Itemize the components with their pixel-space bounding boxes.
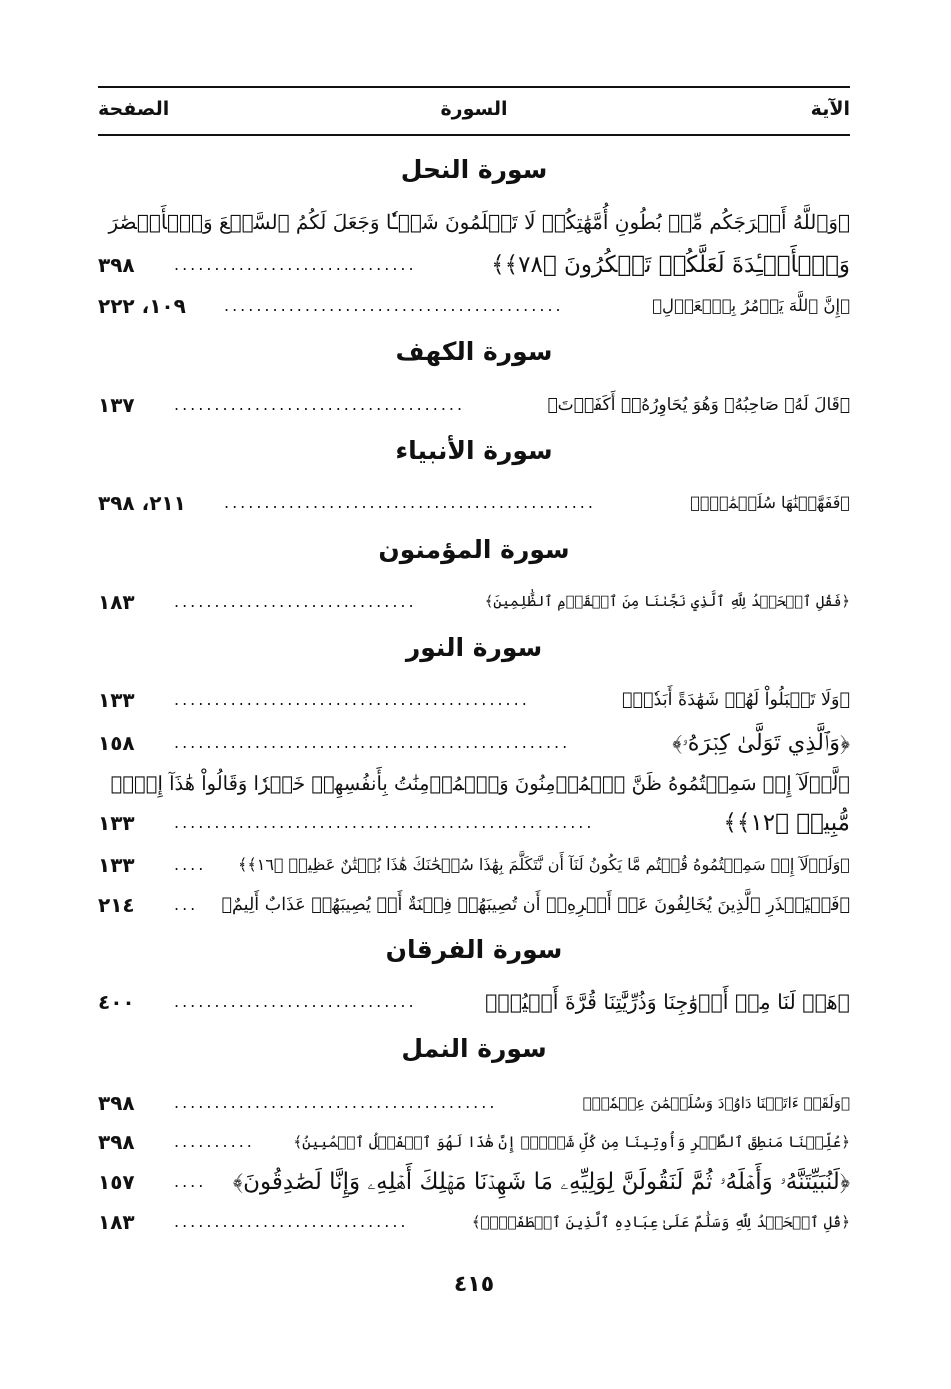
- surah-title: سورة النور: [405, 633, 543, 662]
- surah-title: سورة المؤمنون: [378, 535, 570, 564]
- leader-dots: ..........: [174, 1132, 255, 1151]
- verse-text: ﴿وَلَقَدۡ ءَاتَيۡنَا دَاوُۥدَ وَسُلَيۡمَٰنَ عِلۡمٗاۖ﴾: [582, 1094, 850, 1112]
- leader-dots: ....................................................: [174, 813, 595, 832]
- leader-dots: ....................................: [174, 395, 466, 414]
- verse-entry: [98, 985, 850, 1019]
- verse-entry: [98, 683, 850, 717]
- surah-title: سورة الأنبياء: [395, 436, 553, 465]
- header-surah: السورة: [440, 98, 508, 120]
- page-number: ٤١٥: [453, 1272, 495, 1297]
- page-ref: ١٨٣: [98, 1210, 135, 1234]
- verse-entry-continued: [98, 806, 850, 840]
- leader-dots: ..............................: [174, 255, 417, 274]
- page-ref: ١٣٣: [98, 853, 135, 877]
- leader-dots: ...: [174, 895, 199, 914]
- verse-entry: [98, 767, 850, 801]
- verse-text: ﴿فَلۡيَحۡذَرِ ٱلَّذِينَ يُخَالِفُونَ عَنۡ أَمۡرِهِۦٓ أَن تُصِيبَهُمۡ فِتۡنَةٌ أَوۡ يُصِيبَهُمۡ عَذَابٌ أَلِيمٌ﴾: [221, 895, 850, 915]
- verse-text: ﴿هَبۡ لَنَا مِنۡ أَزۡوَٰجِنَا وَذُرِّيَّٰتِنَا قُرَّةَ أَعۡيُنٖ﴾: [485, 990, 850, 1014]
- verse-text: ﴿وَلَا تَقۡبَلُواْ لَهُمۡ شَهَٰدَةً أَبَدٗاۚ﴾: [622, 690, 850, 710]
- verse-text: مُّبِينٞ ﴿١٢﴾﴾: [723, 810, 850, 836]
- verse-text: ﴿وَٱلَّذِي تَوَلَّىٰ كِبۡرَهُۥ﴾: [672, 730, 850, 756]
- surah-title: سورة الكهف: [395, 337, 553, 366]
- verse-text: ﴿فَفَهَّمۡنَٰهَا سُلَيۡمَٰنَۚ﴾: [690, 493, 850, 512]
- leader-dots: .............................: [174, 1212, 409, 1231]
- verse-entry: [98, 888, 850, 922]
- table-header: [98, 86, 850, 136]
- index-page: [98, 0, 850, 1389]
- page-ref: ١٣٣: [98, 688, 135, 712]
- verse-entry: [98, 585, 850, 619]
- page-ref: ١٥٧: [98, 1170, 135, 1194]
- leader-dots: ............................................: [174, 690, 530, 709]
- leader-dots: .................................................: [174, 733, 571, 752]
- verse-entry: [98, 388, 850, 422]
- leader-dots: ..............................................: [224, 493, 596, 512]
- leader-dots: ....: [174, 1172, 207, 1191]
- verse-text: ﴿عُلِّمۡنَا مَنطِقَ ٱلطَّيۡرِ وَأُوتِينَا مِن كُلِّ شَيۡءٍۖ إِنَّ هَٰذَا لَهُوَ ٱلۡفَضۡلُ ٱلۡمُبِينُ﴾: [293, 1133, 850, 1151]
- page-ref: ١٥٨: [98, 731, 135, 755]
- verse-entry: [98, 1125, 850, 1159]
- verse-entry: [98, 205, 850, 239]
- page-ref: ٤٠٠: [98, 990, 135, 1014]
- leader-dots: ..............................: [174, 992, 417, 1011]
- verse-text: ﴿قَالَ لَهُۥ صَاحِبُهُۥ وَهُوَ يُحَاوِرُهُۥٓ أَكَفَرۡتَ﴾: [547, 395, 850, 415]
- verse-entry: [98, 726, 850, 760]
- header-ayah: الآية: [810, 98, 850, 120]
- verse-text: ﴿قُلِ ٱلۡحَمۡدُ لِلَّهِ وَسَلَٰمٌ عَلَىٰ عِبَادِهِ ٱلَّذِينَ ٱصۡطَفَىٰٓۗ﴾: [471, 1213, 850, 1231]
- leader-dots: ....: [174, 855, 207, 874]
- verse-entry: [98, 1086, 850, 1120]
- page-ref: ٣٩٨: [98, 253, 135, 277]
- verse-entry: [98, 289, 850, 323]
- leader-dots: ........................................: [174, 1093, 498, 1112]
- verse-entry: [98, 486, 850, 520]
- surah-title: سورة النحل: [400, 155, 548, 184]
- verse-text: ﴿فَقُلِ ٱلۡحَمۡدُ لِلَّهِ ٱلَّذِي نَجَّىٰنَا مِنَ ٱلۡقَوۡمِ ٱلظَّٰلِمِينَ﴾: [484, 594, 850, 610]
- page-ref: ٢١٤: [98, 893, 135, 917]
- verse-entry: [98, 1165, 850, 1199]
- page-ref: ١٣٧: [98, 393, 135, 417]
- verse-text: ﴿إِنَّ ٱللَّهَ يَأۡمُرُ بِٱلۡعَدۡلِ﴾: [652, 296, 850, 315]
- verse-text: ﴿لَّوۡلَآ إِذۡ سَمِعۡتُمُوهُ ظَنَّ ٱلۡمُؤۡمِنُونَ وَٱلۡمُؤۡمِنَٰتُ بِأَنفُسِهِمۡ خَيۡرٗا وَقَالُواْ هَٰذَآ إِفۡكٞ: [110, 772, 850, 795]
- leader-dots: ..............................: [174, 592, 417, 611]
- header-bottom-rule: [98, 134, 850, 136]
- header-top-rule: [98, 86, 850, 88]
- verse-entry: [98, 848, 850, 882]
- page-ref: ٣٩٨: [98, 1091, 135, 1115]
- page-ref: ١٣٣: [98, 811, 135, 835]
- page-ref: ١٨٣: [98, 590, 135, 614]
- page-ref: ٣٩٨: [98, 1130, 135, 1154]
- page-ref: ١٠٩، ٢٢٢: [98, 294, 186, 318]
- verse-entry: [98, 1205, 850, 1239]
- verse-text: وَٱلۡأَفۡـِٔدَةَ لَعَلَّكُمۡ تَشۡكُرُونَ ﴿٧٨﴾﴾: [491, 252, 850, 278]
- verse-text: ﴿وَٱللَّهُ أَخۡرَجَكُم مِّنۢ بُطُونِ أُمَّهَٰتِكُمۡ لَا تَعۡلَمُونَ شَيۡـٔٗا وَجَعَلَ لَكُمُ ٱلسَّمۡعَ وَٱلۡأَبۡصَٰرَ: [108, 210, 850, 234]
- surah-title: سورة الفرقان: [385, 935, 563, 964]
- leader-dots: ..........................................: [224, 296, 564, 315]
- verse-text: ﴿لَنُبَيِّتَنَّهُۥ وَأَهۡلَهُۥ ثُمَّ لَنَقُولَنَّ لِوَلِيِّهِۦ مَا شَهِدۡنَا مَهۡلِكَ أَهۡلِهِۦ وَإِنَّا لَصَٰدِقُونَ﴾: [232, 1169, 850, 1195]
- page-ref: ٢١١، ٣٩٨: [98, 491, 186, 515]
- surah-title: سورة النمل: [401, 1034, 547, 1063]
- verse-text: ﴿وَلَوۡلَآ إِذۡ سَمِعۡتُمُوهُ قُلۡتُم مَّا يَكُونُ لَنَآ أَن نَّتَكَلَّمَ بِهَٰذَا سُبۡحَٰنَكَ هَٰذَا بُهۡتَٰنٌ عَظِيمٞ ﴿١٦﴾﴾: [238, 855, 850, 874]
- verse-entry-continued: [98, 248, 850, 282]
- header-page: الصفحة: [98, 98, 170, 120]
